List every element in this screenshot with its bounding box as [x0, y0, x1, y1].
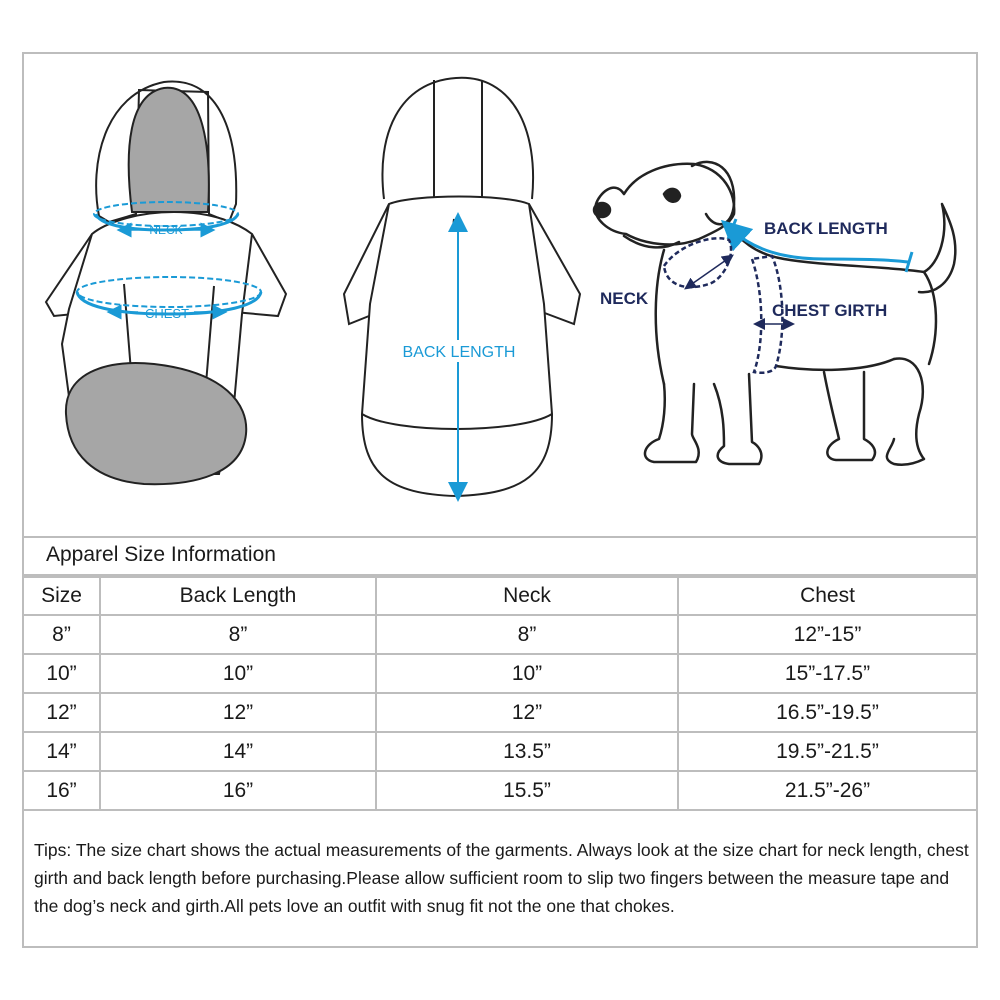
size-table	[24, 576, 976, 811]
cell-size: 12”	[24, 693, 100, 732]
table-header-row	[24, 577, 976, 615]
cell-back-length: 10”	[100, 654, 376, 693]
table-title: Apparel Size Information	[46, 543, 276, 566]
table-row	[24, 771, 976, 810]
tips-text: Tips: The size chart shows the actual measurements of the garments. Always look at the size chart for neck length, chest girth and back length before purchasing.Please allow sufficient room to slip two fingers between the measure tape and the dog’s neck and girth.All pets love an outfit with snug fit not the one that chokes.	[34, 840, 969, 916]
cell-neck: 13.5”	[376, 732, 678, 771]
front-neck-label: NECK	[149, 223, 183, 237]
cell-chest: 21.5”-26”	[678, 771, 976, 810]
table-row	[24, 693, 976, 732]
table-row	[24, 732, 976, 771]
dog-chest-girth-measure	[752, 256, 887, 373]
front-hoodie-drawing	[46, 81, 286, 484]
cell-size: 14”	[24, 732, 100, 771]
back-hoodie-drawing	[344, 78, 580, 496]
header-size: Size	[24, 577, 100, 615]
cell-size: 16”	[24, 771, 100, 810]
cell-neck: 8”	[376, 615, 678, 654]
dog-neck-measure	[600, 238, 731, 308]
cell-chest: 12”-15”	[678, 615, 976, 654]
cell-chest: 19.5”-21.5”	[678, 732, 976, 771]
table-row	[24, 654, 976, 693]
cell-chest: 15”-17.5”	[678, 654, 976, 693]
dog-neck-label: NECK	[600, 289, 649, 308]
dog-back-length-label: BACK LENGTH	[764, 219, 888, 238]
cell-size: 10”	[24, 654, 100, 693]
table-row	[24, 615, 976, 654]
front-chest-label: CHEST	[144, 306, 190, 321]
table-title-row	[24, 536, 976, 576]
cell-neck: 10”	[376, 654, 678, 693]
cell-neck: 15.5”	[376, 771, 678, 810]
cell-chest: 16.5”-19.5”	[678, 693, 976, 732]
back-length-label: BACK LENGTH	[402, 344, 516, 361]
header-back-length: Back Length	[100, 577, 376, 615]
measurement-illustrations	[24, 54, 976, 538]
header-neck: Neck	[376, 577, 678, 615]
cell-back-length: 12”	[100, 693, 376, 732]
cell-back-length: 14”	[100, 732, 376, 771]
size-chart-sheet	[22, 52, 978, 948]
cell-size: 8”	[24, 615, 100, 654]
illustration-canvas	[24, 54, 976, 536]
header-chest: Chest	[678, 577, 976, 615]
dog-chest-girth-label: CHEST GIRTH	[772, 301, 888, 320]
cell-neck: 12”	[376, 693, 678, 732]
cell-back-length: 8”	[100, 615, 376, 654]
cell-back-length: 16”	[100, 771, 376, 810]
